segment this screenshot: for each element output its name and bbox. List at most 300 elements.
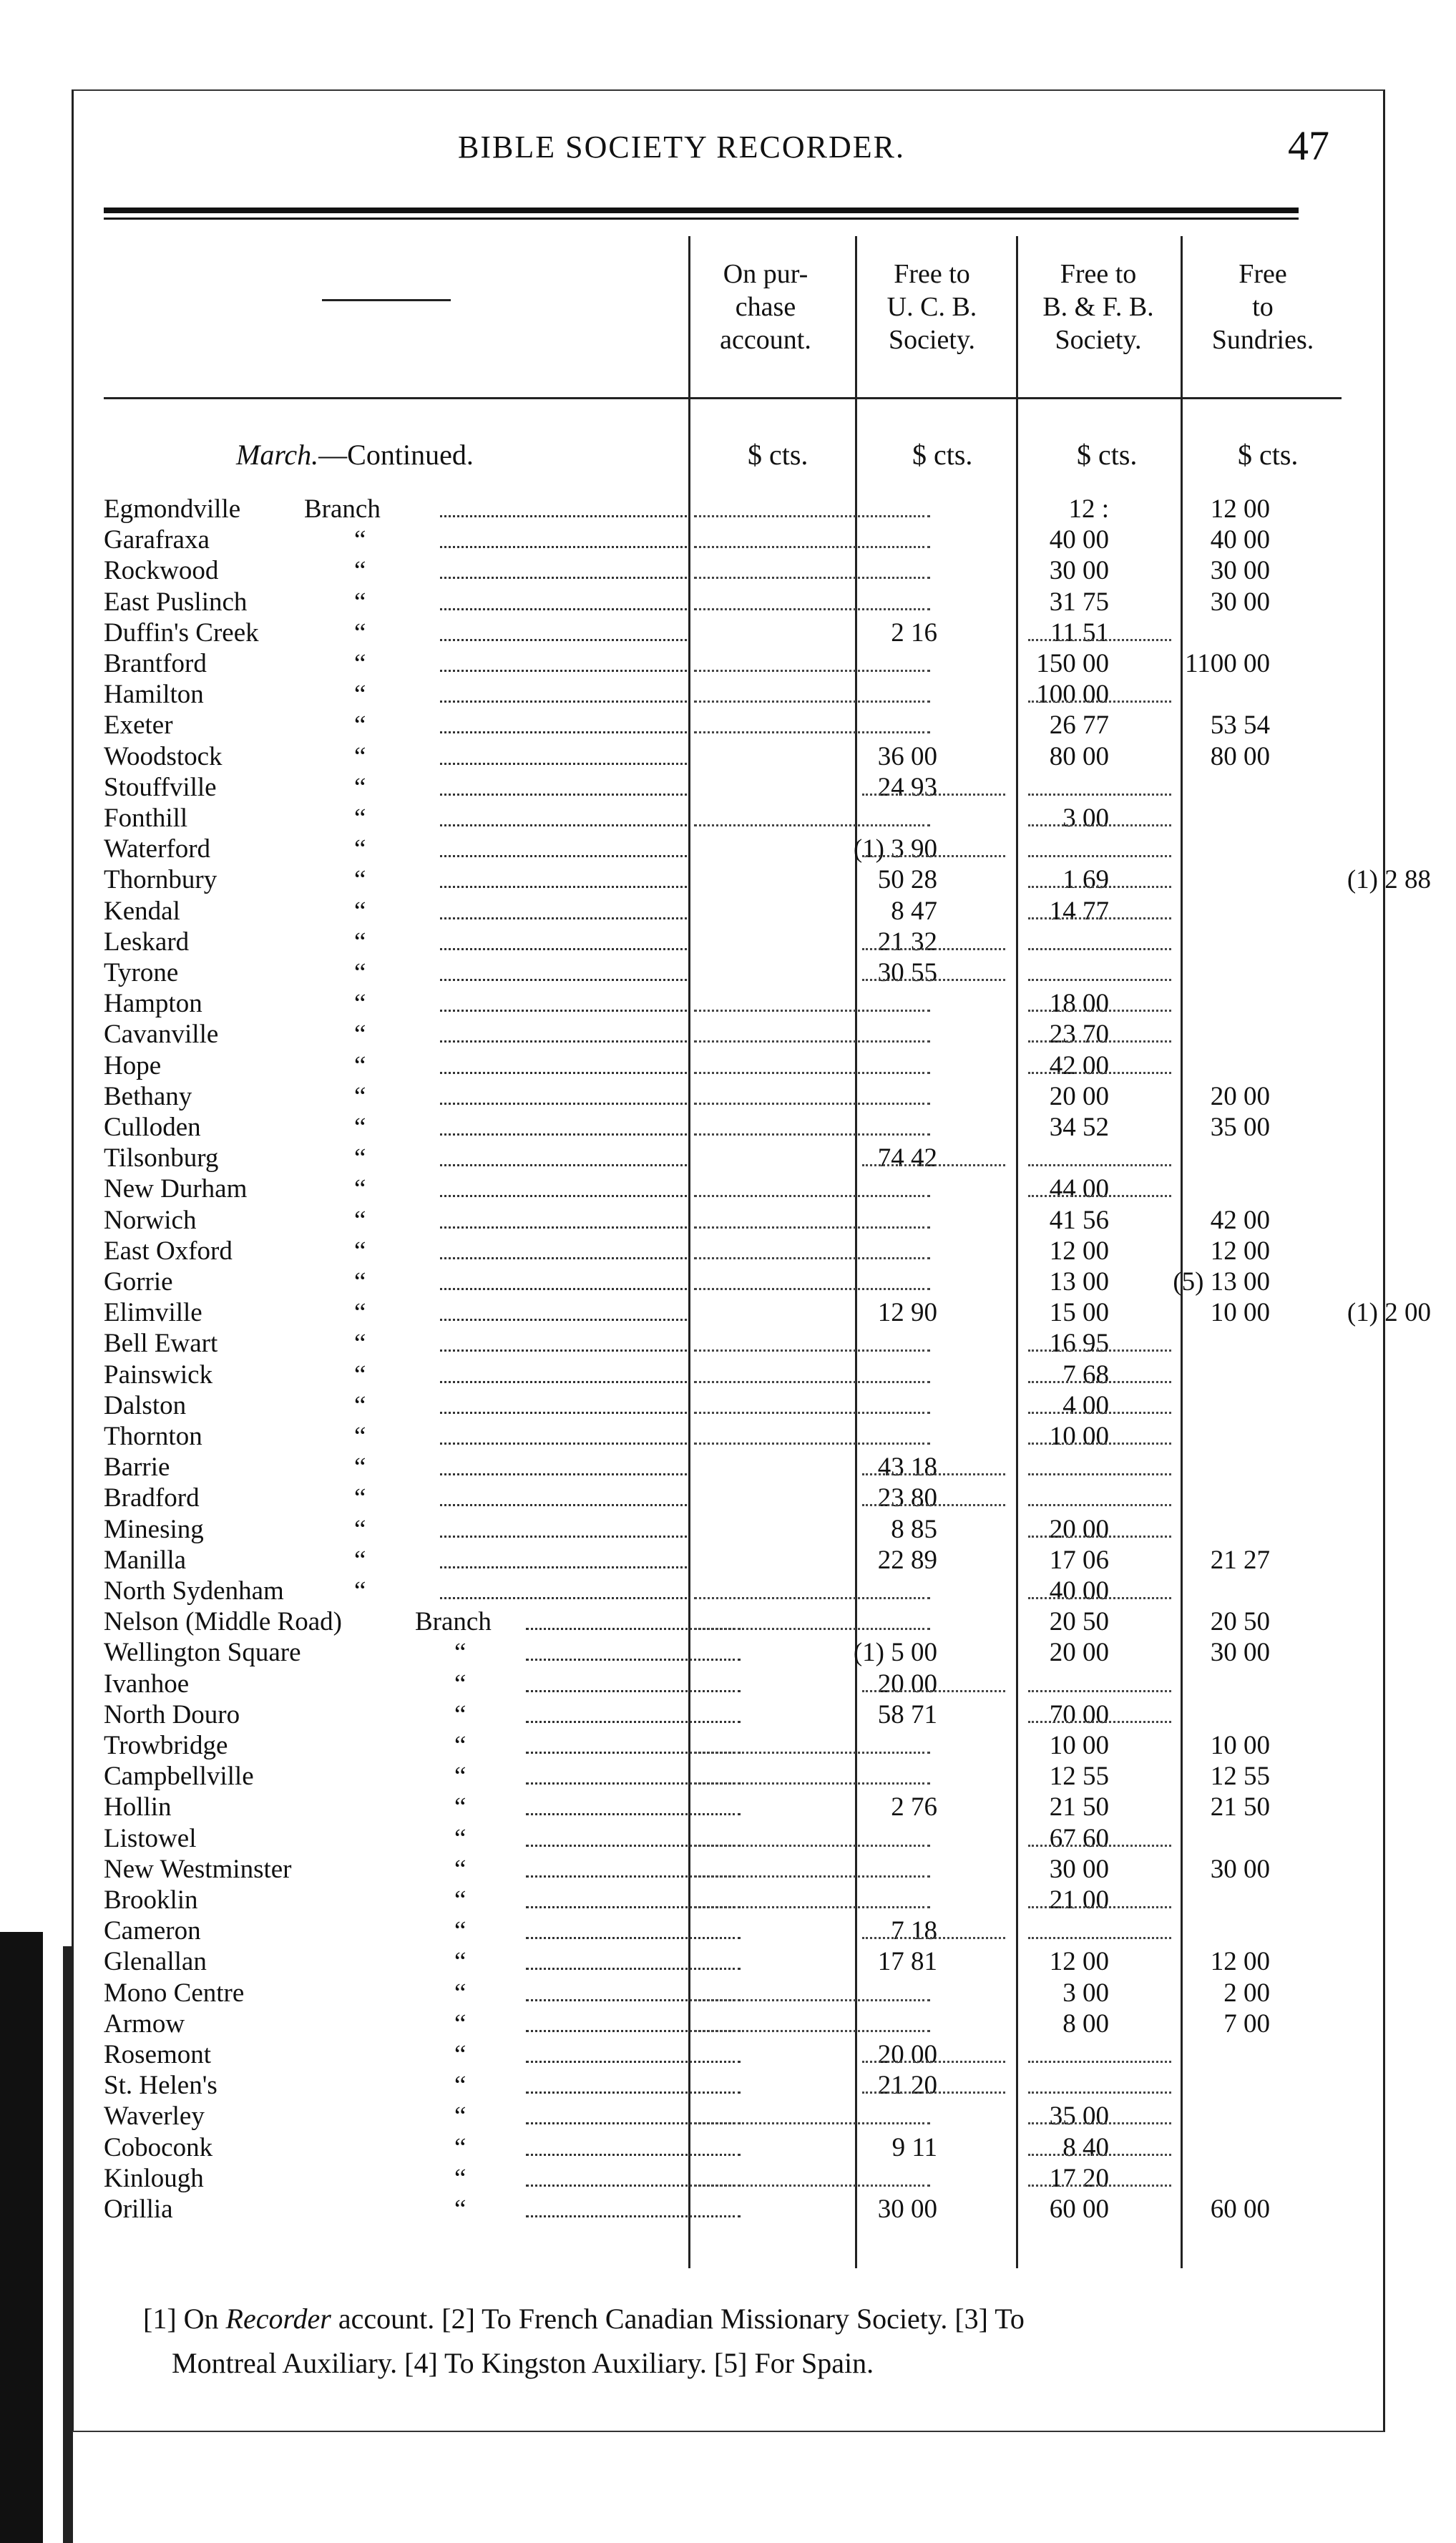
amount-cell: 10 00 [1049,1731,1109,1760]
branch-name: East Puslinch [104,587,248,617]
amount-cell: 30 00 [877,2195,937,2224]
leader-dots [440,1360,687,1390]
amount-cell: 10 00 [1049,1422,1109,1451]
empty-cell-dots [1028,1514,1171,1545]
branch-marker: “ [354,1081,366,1111]
leader-dots [440,1050,687,1081]
branch-marker: “ [354,1514,366,1544]
branch-marker: Branch [304,494,381,524]
table-row [104,1637,1342,1668]
branch-name: Bethany [104,1081,192,1111]
table-row [104,524,1342,555]
branch-marker: “ [354,989,366,1019]
col-head-ucb: Free to U. C. B. Society. [886,259,977,355]
table-row [104,1390,1342,1421]
empty-cell-dots [1028,2039,1171,2070]
table-row [104,1266,1342,1297]
table-row [104,1885,1342,1915]
amount-cell: 58 71 [877,1699,937,1729]
amount-cell: 36 00 [877,741,937,771]
empty-cell-dots [694,1266,930,1297]
leader-dots [440,1173,687,1204]
leader-dots [440,494,687,524]
branch-name: Bradford [104,1483,200,1513]
amount-cell: 8 85 [891,1514,937,1544]
amount-cell: 30 00 [1210,1854,1270,1884]
branch-marker: “ [354,1113,366,1142]
leader-dots [440,803,687,834]
leader-dots [440,524,687,555]
empty-cell-dots [1028,834,1171,864]
branch-marker: “ [354,804,366,833]
leader-dots [440,1545,687,1576]
leader-dots [440,1112,687,1143]
amount-cell: 20 50 [1049,1607,1109,1637]
leader-dots [440,1297,687,1328]
amount-cell: 12 00 [1210,494,1270,524]
branch-marker: Branch [415,1607,492,1637]
amount-cell: 26 77 [1049,711,1109,741]
amount-cell: 30 00 [1210,587,1270,617]
branch-marker: “ [454,1885,466,1915]
amount-cell: 20 00 [1049,1081,1109,1111]
table-row [104,1019,1342,1050]
branch-name: Leskard [104,927,190,957]
branch-name: Hope [104,1050,162,1080]
table-row [104,741,1342,772]
branch-name: Brooklin [104,1885,198,1915]
branch-marker: “ [354,1267,366,1297]
empty-cell-dots [694,587,930,618]
table-row [104,679,1342,710]
branch-marker: “ [454,2102,466,2132]
amount-cell: 30 00 [1049,556,1109,586]
amount-cell: 17 20 [1049,2163,1109,2193]
table-row [104,1730,1342,1761]
amount-cell: 7 00 [1223,2008,1270,2039]
branch-marker: “ [354,1298,366,1328]
amount-cell: 2 00 [1223,1978,1270,2008]
table-row [104,1360,1342,1390]
branch-marker: “ [454,1854,466,1884]
empty-cell-dots [862,1483,1005,1513]
amount-cell: 4 00 [1062,1390,1109,1420]
amount-cell: 35 00 [1049,2102,1109,2132]
table-row [104,803,1342,834]
empty-cell-dots [694,1328,930,1359]
branch-marker: “ [354,834,366,864]
leader-dots [440,896,687,927]
empty-cell-dots [694,494,930,524]
amount-cell: 17 81 [877,1947,937,1977]
amount-cell: 2 76 [891,1792,937,1822]
amount-cell: 22 89 [877,1545,937,1575]
leader-dots [440,1019,687,1050]
empty-cell-dots [694,1173,930,1204]
branch-name: Waverley [104,2102,205,2132]
branch-name: Painswick [104,1360,213,1390]
table-row [104,1576,1342,1606]
amount-cell: 50 28 [877,865,937,895]
leader-dots [440,710,687,741]
branch-marker: “ [354,525,366,555]
leader-dots [440,618,687,648]
amount-cell: 60 00 [1049,2195,1109,2224]
table-row [104,2132,1342,2163]
table-row [104,1112,1342,1143]
empty-cell-dots [1028,1576,1171,1606]
amount-cell: 3 00 [1062,804,1109,833]
branch-marker: “ [354,1390,366,1420]
amount-cell: 21 20 [877,2071,937,2101]
header-dash [322,299,451,301]
branch-name: Rockwood [104,556,219,586]
branch-marker: “ [354,587,366,617]
table-row [104,1173,1342,1204]
branch-marker: “ [454,1792,466,1822]
leader-dots [440,1483,687,1513]
leader-dots [440,957,687,988]
empty-cell-dots [862,1915,1005,1946]
branch-marker: “ [454,1916,466,1946]
empty-cell-dots [694,1390,930,1421]
table-row [104,1915,1342,1946]
amount-cell: 60 00 [1210,2195,1270,2224]
amount-cell: 15 00 [1049,1298,1109,1328]
empty-cell-dots [1028,1328,1171,1359]
branch-name: Norwich [104,1205,197,1235]
empty-cell-dots [694,988,930,1019]
table-row [104,618,1342,648]
empty-cell-dots [1028,1483,1171,1513]
empty-cell-dots [862,834,1005,864]
amount-cell: 150 00 [1036,649,1109,678]
amount-cell: 21 50 [1049,1792,1109,1822]
table-row [104,957,1342,988]
table-row [104,1606,1342,1637]
branch-name: Fonthill [104,804,188,833]
empty-cell-dots [694,1236,930,1266]
table-row [104,1545,1342,1576]
empty-cell-dots [694,1050,930,1081]
branch-marker: “ [354,618,366,648]
empty-cell-dots [862,2070,1005,2101]
branch-marker: “ [354,741,366,771]
empty-cell-dots [1028,864,1171,895]
amount-cell: 7 18 [891,1916,937,1946]
amount-cell: 17 06 [1049,1545,1109,1575]
table-row [104,2163,1342,2194]
empty-cell-dots [1028,1143,1171,1173]
branch-marker: “ [454,2163,466,2193]
branch-name: Bell Ewart [104,1329,218,1359]
leader-dots [440,988,687,1019]
amount-cell: 30 55 [877,958,937,987]
branch-name: Dalston [104,1390,187,1420]
unit-label-1: $ cts. [748,439,808,471]
table-row [104,587,1342,618]
double-rule-top [104,208,1299,213]
col-head-bfb: Free to B. & F. B. Society. [1042,259,1154,355]
leader-dots [440,1143,687,1173]
table-row [104,1823,1342,1854]
table-row [104,1514,1342,1545]
empty-cell-dots [862,1669,1005,1699]
leader-dots [440,1205,687,1236]
amount-cell: 67 60 [1049,1823,1109,1853]
amount-cell: 21 50 [1210,1792,1270,1822]
empty-cell-dots [1028,772,1171,803]
empty-cell-dots [1028,1915,1171,1946]
unit-label-2: $ cts. [912,439,973,471]
amount-cell: 20 00 [1049,1514,1109,1544]
empty-cell-dots [694,1576,930,1606]
branch-name: Kinlough [104,2163,204,2193]
amount-cell: 80 00 [1210,741,1270,771]
table-row [104,1669,1342,1699]
amount-cell: 20 00 [877,2040,937,2069]
branch-marker: “ [354,1545,366,1575]
empty-cell-dots [862,2039,1005,2070]
amount-cell: 40 00 [1049,525,1109,555]
amount-cell: (1) 5 00 [853,1638,937,1668]
amount-cell: (1) 2 88 [1347,865,1431,895]
branch-marker: “ [454,1669,466,1699]
branch-name: Brantford [104,649,207,678]
empty-cell-dots [1028,1019,1171,1050]
branch-name: Barrie [104,1453,170,1483]
branch-name: Tyrone [104,958,179,987]
amount-cell: 9 11 [891,2132,937,2162]
empty-cell-dots [694,710,930,741]
branch-marker: “ [354,1576,366,1606]
empty-cell-dots [694,1854,930,1885]
branch-name: Culloden [104,1113,201,1142]
leader-dots [440,864,687,895]
empty-cell-dots [694,1360,930,1390]
section-heading: March.—Continued. [236,439,474,471]
table-row [104,927,1342,957]
branch-name: Hamilton [104,680,204,710]
branch-marker: “ [354,1453,366,1483]
empty-cell-dots [1028,1699,1171,1730]
table-row [104,1050,1342,1081]
branch-marker: “ [354,1483,366,1513]
branch-name: Thornbury [104,865,218,895]
branch-name: Egmondville [104,494,241,524]
amount-cell: 13 00 [1049,1267,1109,1297]
empty-cell-dots [1028,1823,1171,1854]
table-row [104,864,1431,895]
amount-cell: 30 00 [1210,556,1270,586]
leader-dots [440,1328,687,1359]
amount-cell: 10 00 [1210,1731,1270,1760]
amount-cell: 3 00 [1062,1978,1109,2008]
branch-marker: “ [354,958,366,987]
amount-cell: 16 95 [1049,1329,1109,1359]
table-row [104,2101,1342,2132]
table-row [104,1699,1342,1730]
table-row [104,2039,1342,2070]
empty-cell-dots [1028,2132,1171,2163]
branch-marker: “ [454,1731,466,1760]
amount-cell: 12 55 [1049,1762,1109,1792]
amount-cell: 21 27 [1210,1545,1270,1575]
branch-marker: “ [354,680,366,710]
empty-cell-dots [694,2101,930,2132]
amount-cell: 20 00 [1210,1081,1270,1111]
amount-cell: 21 00 [1049,1885,1109,1915]
empty-cell-dots [1028,957,1171,988]
empty-cell-dots [1028,1173,1171,1204]
branch-name: Tilsonburg [104,1143,219,1173]
branch-marker: “ [454,1947,466,1977]
amount-cell: 31 75 [1049,587,1109,617]
amount-cell: 8 00 [1062,2008,1109,2039]
table-row [104,772,1342,803]
unit-label-4: $ cts. [1238,439,1299,471]
amount-cell: 80 00 [1049,741,1109,771]
amount-cell: 20 00 [1049,1638,1109,1668]
branch-name: Duffin's Creek [104,618,259,648]
branch-name: Glenallan [104,1947,207,1977]
branch-marker: “ [354,1329,366,1359]
amount-cell: 23 70 [1049,1020,1109,1050]
empty-cell-dots [1028,2163,1171,2194]
branch-name: Cameron [104,1916,201,1946]
leader-dots [440,1514,687,1545]
empty-cell-dots [694,1730,930,1761]
empty-cell-dots [862,957,1005,988]
empty-cell-dots [1028,988,1171,1019]
branch-name: Elimville [104,1298,202,1328]
branch-marker: “ [454,2008,466,2039]
branch-name: Orillia [104,2195,173,2224]
branch-marker: “ [454,1823,466,1853]
empty-cell-dots [1028,1885,1171,1915]
empty-cell-dots [1028,618,1171,648]
empty-cell-dots [1028,1360,1171,1390]
empty-cell-dots [862,927,1005,957]
leader-dots [440,1390,687,1421]
branch-marker: “ [354,711,366,741]
branch-name: Kendal [104,896,180,926]
amount-cell: 70 00 [1049,1699,1109,1729]
branch-marker: “ [354,1020,366,1050]
leader-dots [440,679,687,710]
empty-cell-dots [1028,1050,1171,1081]
amount-cell: 74 42 [877,1143,937,1173]
empty-cell-dots [694,1112,930,1143]
branch-marker: “ [354,1050,366,1080]
empty-cell-dots [694,1823,930,1854]
page-number: 47 [1288,122,1329,169]
branch-name: Ivanhoe [104,1669,190,1699]
leader-dots [440,1236,687,1266]
amount-cell: 12 55 [1210,1762,1270,1792]
branch-marker: “ [354,1236,366,1266]
branch-marker: “ [454,2040,466,2069]
branch-marker: “ [454,1638,466,1668]
leader-dots [440,741,687,772]
empty-cell-dots [694,803,930,834]
leader-dots [440,648,687,679]
header-separator [104,397,1342,399]
empty-cell-dots [694,648,930,679]
unit-label-3: $ cts. [1077,439,1138,471]
branch-marker: “ [354,896,366,926]
col-head-purchase: On pur- chase account. [720,259,811,355]
leader-dots [440,1421,687,1452]
amount-cell: 30 00 [1210,1638,1270,1668]
table-row [104,1081,1342,1112]
table-row [104,1421,1342,1452]
amount-cell: 1100 00 [1185,649,1270,678]
branch-name: Gorrie [104,1267,173,1297]
double-rule-bottom [104,218,1299,220]
amount-cell: 2 16 [891,618,937,648]
branch-name: New Westminster [104,1854,292,1884]
table-row [104,1483,1342,1513]
table-row [104,1236,1342,1266]
branch-marker: “ [454,2071,466,2101]
empty-cell-dots [1028,679,1171,710]
amount-cell: 12 00 [1210,1236,1270,1266]
amount-cell: 12 00 [1049,1947,1109,1977]
empty-cell-dots [694,2163,930,2194]
table-row [104,710,1342,741]
amount-cell: 12 00 [1049,1236,1109,1266]
amount-cell: 40 00 [1049,1576,1109,1606]
branch-marker: “ [354,927,366,957]
amount-cell: 23 80 [877,1483,937,1513]
branch-name: Stouffville [104,772,217,802]
table-row [104,494,1342,524]
leader-dots [440,927,687,957]
amount-cell: (1) 3 90 [853,834,937,864]
leader-dots [440,1081,687,1112]
branch-name: Mono Centre [104,1978,245,2008]
empty-cell-dots [694,1885,930,1915]
empty-cell-dots [694,1606,930,1637]
amount-cell: (5) 13 00 [1173,1267,1270,1297]
empty-cell-dots [1028,1390,1171,1421]
empty-cell-dots [1028,803,1171,834]
branch-marker: “ [354,1422,366,1451]
leader-dots [440,555,687,586]
amount-cell: 12 : [1068,494,1109,524]
branch-name: Listowel [104,1823,197,1853]
branch-name: Minesing [104,1514,204,1544]
branch-name: Campbellville [104,1762,254,1792]
empty-cell-dots [1028,1669,1171,1699]
branch-name: North Douro [104,1699,240,1729]
empty-cell-dots [694,524,930,555]
branch-name: Garafraxa [104,525,210,555]
amount-cell: 44 00 [1049,1174,1109,1204]
branch-name: Armow [104,2008,185,2039]
leader-dots [440,1452,687,1483]
amount-cell: 100 00 [1036,680,1109,710]
table-row [104,1452,1342,1483]
branch-marker: “ [354,1205,366,1235]
empty-cell-dots [694,1421,930,1452]
branch-name: Trowbridge [104,1731,228,1760]
amount-cell: 34 52 [1049,1113,1109,1142]
amount-cell: 20 00 [877,1669,937,1699]
branch-name: Woodstock [104,741,223,771]
empty-cell-dots [862,1143,1005,1173]
